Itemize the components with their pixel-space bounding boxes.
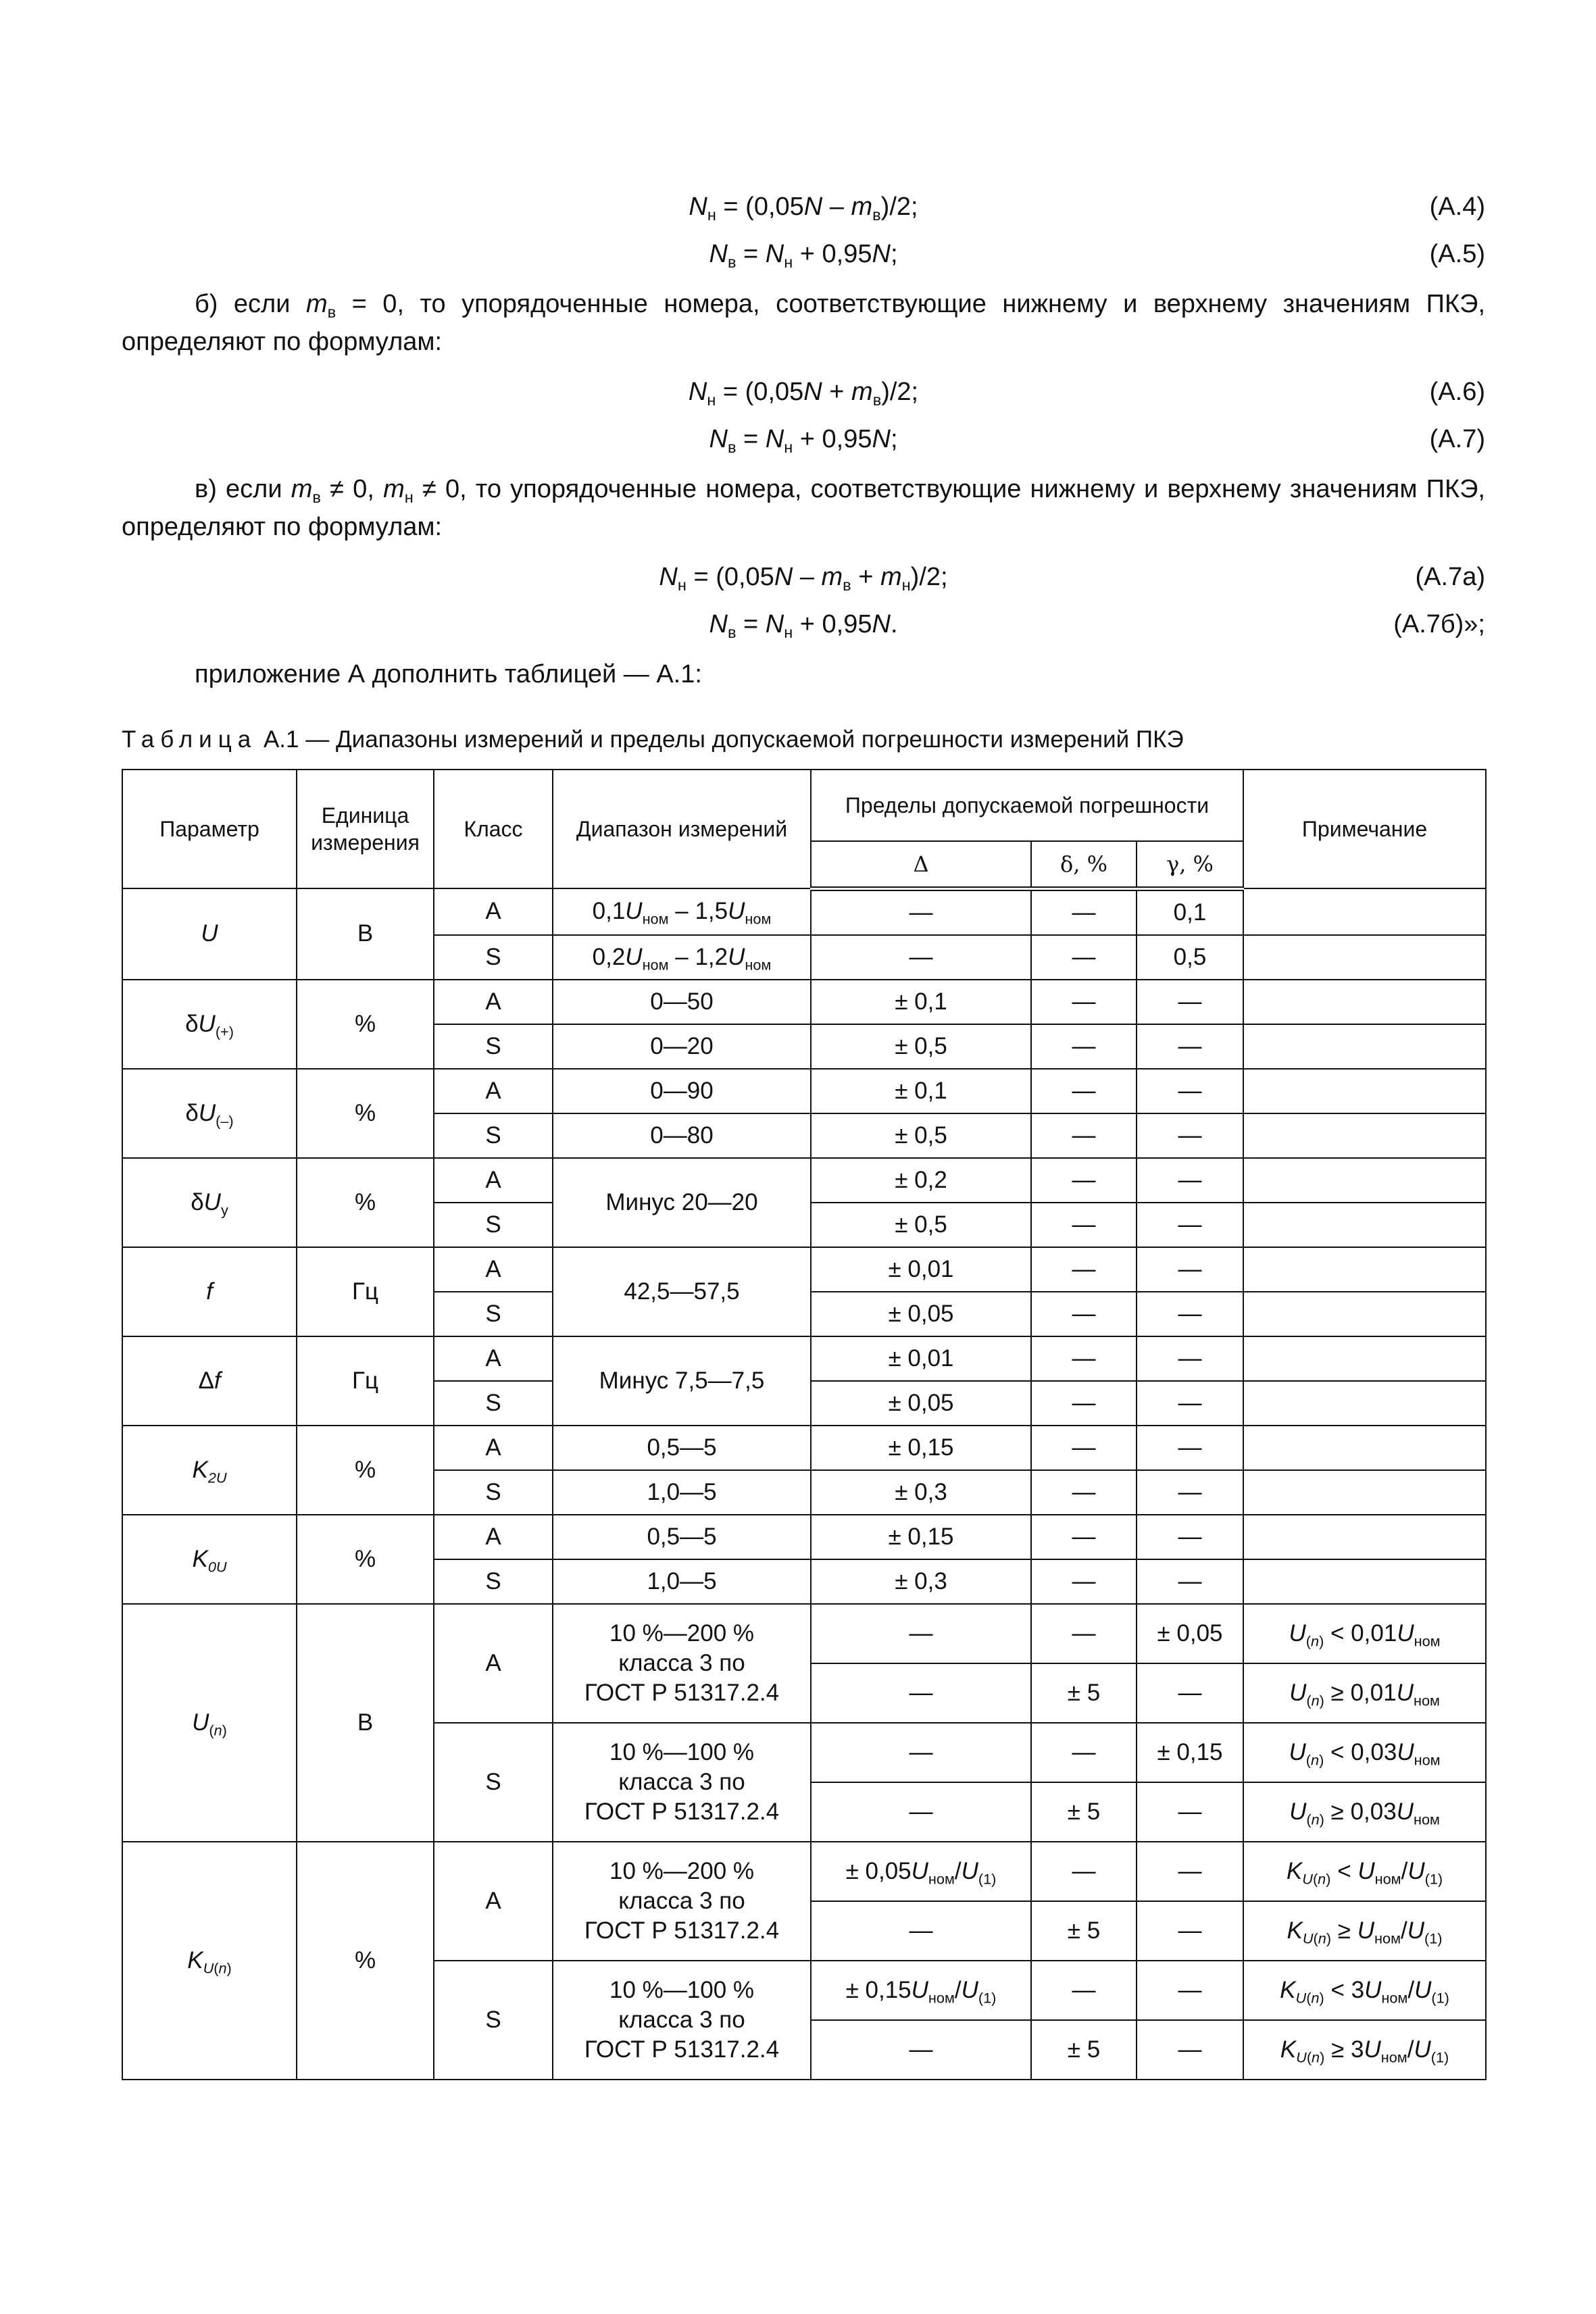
paragraph-b: б) если $m_в = 0$, то упорядоченные номера, соответствующие нижнему и верхнему значениям ПКЭ, определяют по формулам: bbox=[122, 290, 1485, 356]
rel-error-cell: — bbox=[1031, 1559, 1137, 1604]
formula-expression: $N_н = (0,05N - m_в)/2$; bbox=[689, 193, 918, 224]
abs-error-cell: ± 0,5 bbox=[811, 1113, 1031, 1158]
abs-error-cell: ± 0,3 bbox=[811, 1470, 1031, 1515]
table-row bbox=[122, 1247, 1486, 1292]
abs-error-cell: ± 0,05 bbox=[811, 1381, 1031, 1426]
formula-expression: $N_н = (0,05N - m_в + m_н)/2$; bbox=[659, 563, 948, 595]
reduced-error-cell: — bbox=[1137, 1842, 1243, 1901]
param-cell: $\delta U_{(+)}$ bbox=[122, 980, 297, 1069]
note-cell: $U_{(n)} < 0,01U_{ном}$ bbox=[1243, 1604, 1486, 1663]
unit-cell: % bbox=[297, 1069, 434, 1158]
reduced-error-cell: — bbox=[1137, 1203, 1243, 1247]
formula-number: (А.7) bbox=[1429, 425, 1485, 453]
abs-error-cell: — bbox=[811, 1604, 1031, 1663]
note-cell bbox=[1243, 1247, 1486, 1292]
class-cell: A bbox=[434, 1158, 553, 1203]
formula-expression: $N_н = (0,05N + m_в)/2$; bbox=[688, 378, 919, 409]
note-cell bbox=[1243, 1069, 1486, 1113]
header-limits: Пределы допускаемой погрешности bbox=[811, 770, 1243, 841]
reduced-error-cell: — bbox=[1137, 1158, 1243, 1203]
range-cell: 10 %—200 % класса 3 по ГОСТ Р 51317.2.4 bbox=[553, 1604, 811, 1723]
class-cell: S bbox=[434, 1470, 553, 1515]
header-unit: Единица измерения bbox=[297, 770, 434, 888]
note-cell: $K_{U(n)} \ge U_{ном}/U_{(1)}$ bbox=[1243, 1901, 1486, 1961]
note-cell bbox=[1243, 935, 1486, 980]
table-row bbox=[122, 1158, 1486, 1203]
rel-error-cell: — bbox=[1031, 1470, 1137, 1515]
note-cell: $U_{(n)} < 0,03U_{ном}$ bbox=[1243, 1723, 1486, 1782]
param-cell: $\delta U_{(-)}$ bbox=[122, 1069, 297, 1158]
header-class: Класс bbox=[434, 770, 553, 888]
abs-error-cell: — bbox=[811, 1782, 1031, 1842]
reduced-error-cell: — bbox=[1137, 1470, 1243, 1515]
table-row bbox=[122, 1515, 1486, 1559]
note-cell bbox=[1243, 1470, 1486, 1515]
class-cell: A bbox=[434, 888, 553, 935]
note-cell: $U_{(n)} \ge 0,01U_{ном}$ bbox=[1243, 1663, 1486, 1723]
formula-a5 bbox=[122, 235, 1485, 273]
abs-error-cell: — bbox=[811, 1901, 1031, 1961]
abs-error-cell: ± 0,2 bbox=[811, 1158, 1031, 1203]
range-cell: 42,5—57,5 bbox=[553, 1247, 811, 1336]
measurement-limits-table bbox=[122, 769, 1487, 2080]
reduced-error-cell: — bbox=[1137, 1336, 1243, 1381]
abs-error-cell: ± 0,5 bbox=[811, 1203, 1031, 1247]
range-cell: 0—50 bbox=[553, 980, 811, 1024]
range-cell: 0—20 bbox=[553, 1024, 811, 1069]
rel-error-cell: — bbox=[1031, 1336, 1137, 1381]
table-row bbox=[122, 888, 1486, 935]
rel-error-cell: — bbox=[1031, 1426, 1137, 1470]
reduced-error-cell: 0,5 bbox=[1137, 935, 1243, 980]
abs-error-cell: — bbox=[811, 1663, 1031, 1723]
formula-a7 bbox=[122, 420, 1485, 458]
formula-a6 bbox=[122, 373, 1485, 411]
abs-error-cell: ± $0,15U_{ном}/U_{(1)}$ bbox=[811, 1961, 1031, 2020]
note-cell bbox=[1243, 1426, 1486, 1470]
class-cell: S bbox=[434, 1113, 553, 1158]
formula-a4 bbox=[122, 188, 1485, 226]
reduced-error-cell: — bbox=[1137, 1069, 1243, 1113]
note-cell: $K_{U(n)} < 3U_{ном}/U_{(1)}$ bbox=[1243, 1961, 1486, 2020]
reduced-error-cell: ± 0,15 bbox=[1137, 1723, 1243, 1782]
reduced-error-cell: — bbox=[1137, 1901, 1243, 1961]
rel-error-cell: ± 5 bbox=[1031, 1782, 1137, 1842]
unit-cell: Гц bbox=[297, 1247, 434, 1336]
rel-error-cell: — bbox=[1031, 980, 1137, 1024]
unit-cell: В bbox=[297, 888, 434, 980]
rel-error-cell: — bbox=[1031, 1024, 1137, 1069]
note-cell bbox=[1243, 1158, 1486, 1203]
reduced-error-cell: ± 0,05 bbox=[1137, 1604, 1243, 1663]
rel-error-cell: — bbox=[1031, 1723, 1137, 1782]
table-row bbox=[122, 1604, 1486, 1663]
unit-cell: % bbox=[297, 1426, 434, 1515]
abs-error-cell: ± 0,01 bbox=[811, 1336, 1031, 1381]
formula-a7a bbox=[122, 558, 1485, 596]
class-cell: A bbox=[434, 1515, 553, 1559]
table-caption-word: Таблица bbox=[122, 726, 257, 753]
reduced-error-cell: — bbox=[1137, 1381, 1243, 1426]
note-cell bbox=[1243, 1203, 1486, 1247]
note-cell: $K_{U(n)} \ge 3U_{ном}/U_{(1)}$ bbox=[1243, 2020, 1486, 2080]
range-cell: $0,1U_{ном} - 1,5U_{ном}$ bbox=[553, 888, 811, 935]
reduced-error-cell: — bbox=[1137, 1961, 1243, 2020]
formula-expression: $N_в = N_н + 0,95N$; bbox=[709, 425, 898, 457]
abs-error-cell: — bbox=[811, 888, 1031, 935]
abs-error-cell: — bbox=[811, 2020, 1031, 2080]
note-cell bbox=[1243, 1336, 1486, 1381]
abs-error-cell: ± 0,5 bbox=[811, 1024, 1031, 1069]
table-caption bbox=[122, 723, 1485, 757]
range-cell: $0,2U_{ном} - 1,2U_{ном}$ bbox=[553, 935, 811, 980]
abs-error-cell: ± $0,05U_{ном}/U_{(1)}$ bbox=[811, 1842, 1031, 1901]
table-caption-text: А.1 — Диапазоны измерений и пределы допускаемой погрешности измерений ПКЭ bbox=[257, 726, 1184, 753]
unit-cell: % bbox=[297, 1842, 434, 2080]
note-cell bbox=[1243, 1559, 1486, 1604]
abs-error-cell: ± 0,15 bbox=[811, 1515, 1031, 1559]
reduced-error-cell: — bbox=[1137, 1113, 1243, 1158]
formula-a7b bbox=[122, 605, 1485, 643]
param-cell: Δf bbox=[122, 1336, 297, 1426]
param-cell: U bbox=[122, 888, 297, 980]
note-cell bbox=[1243, 1292, 1486, 1336]
class-cell: S bbox=[434, 1381, 553, 1426]
class-cell: A bbox=[434, 1336, 553, 1381]
class-cell: A bbox=[434, 1069, 553, 1113]
formula-number: (А.4) bbox=[1429, 193, 1485, 221]
rel-error-cell: — bbox=[1031, 935, 1137, 980]
table-row bbox=[122, 1069, 1486, 1113]
note-cell bbox=[1243, 1024, 1486, 1069]
class-cell: S bbox=[434, 1723, 553, 1842]
class-cell: A bbox=[434, 980, 553, 1024]
abs-error-cell: — bbox=[811, 1723, 1031, 1782]
header-note: Примечание bbox=[1243, 770, 1486, 888]
param-cell: $K_{U(n)}$ bbox=[122, 1842, 297, 2080]
paragraph-append: приложение А дополнить таблицей — А.1: bbox=[195, 660, 702, 688]
param-cell: $\delta U_у$ bbox=[122, 1158, 297, 1247]
class-cell: S bbox=[434, 1292, 553, 1336]
header-delta-rel: δ, % bbox=[1031, 841, 1137, 888]
class-cell: S bbox=[434, 935, 553, 980]
note-cell bbox=[1243, 1113, 1486, 1158]
class-cell: A bbox=[434, 1426, 553, 1470]
range-cell: 0,5—5 bbox=[553, 1515, 811, 1559]
range-cell: Минус 7,5—7,5 bbox=[553, 1336, 811, 1426]
reduced-error-cell: — bbox=[1137, 1292, 1243, 1336]
table-body bbox=[122, 888, 1486, 2080]
range-cell: 10 %—100 % класса 3 по ГОСТ Р 51317.2.4 bbox=[553, 1723, 811, 1842]
header-delta-abs: Δ bbox=[811, 841, 1031, 888]
reduced-error-cell: — bbox=[1137, 1515, 1243, 1559]
param-cell: $U_{(n)}$ bbox=[122, 1604, 297, 1842]
formula-expression: $N_в = N_н + 0,95N$; bbox=[709, 240, 898, 272]
table-row bbox=[122, 980, 1486, 1024]
rel-error-cell: — bbox=[1031, 1515, 1137, 1559]
range-cell: 0—90 bbox=[553, 1069, 811, 1113]
range-cell: 0—80 bbox=[553, 1113, 811, 1158]
rel-error-cell: — bbox=[1031, 1381, 1137, 1426]
class-cell: S bbox=[434, 1024, 553, 1069]
formula-number: (А.5) bbox=[1429, 240, 1485, 268]
abs-error-cell: ± 0,1 bbox=[811, 1069, 1031, 1113]
reduced-error-cell: — bbox=[1137, 1782, 1243, 1842]
rel-error-cell: — bbox=[1031, 1113, 1137, 1158]
class-cell: A bbox=[434, 1842, 553, 1961]
reduced-error-cell: — bbox=[1137, 1559, 1243, 1604]
range-cell: 1,0—5 bbox=[553, 1559, 811, 1604]
formula-number: (А.7а) bbox=[1415, 563, 1485, 591]
reduced-error-cell: — bbox=[1137, 980, 1243, 1024]
rel-error-cell: — bbox=[1031, 1961, 1137, 2020]
reduced-error-cell: 0,1 bbox=[1137, 888, 1243, 935]
note-cell bbox=[1243, 980, 1486, 1024]
table-row bbox=[122, 1426, 1486, 1470]
formula-expression: $N_в = N_н + 0,95N$. bbox=[709, 610, 898, 642]
abs-error-cell: ± 0,05 bbox=[811, 1292, 1031, 1336]
abs-error-cell: ± 0,15 bbox=[811, 1426, 1031, 1470]
abs-error-cell: ± 0,3 bbox=[811, 1559, 1031, 1604]
reduced-error-cell: — bbox=[1137, 2020, 1243, 2080]
rel-error-cell: ± 5 bbox=[1031, 2020, 1137, 2080]
range-cell: 0,5—5 bbox=[553, 1426, 811, 1470]
unit-cell: % bbox=[297, 1158, 434, 1247]
param-cell: $K_{2U}$ bbox=[122, 1426, 297, 1515]
class-cell: S bbox=[434, 1559, 553, 1604]
class-cell: S bbox=[434, 1961, 553, 2080]
note-cell bbox=[1243, 1381, 1486, 1426]
rel-error-cell: — bbox=[1031, 1158, 1137, 1203]
param-cell: $K_{0U}$ bbox=[122, 1515, 297, 1604]
rel-error-cell: — bbox=[1031, 1292, 1137, 1336]
rel-error-cell: — bbox=[1031, 1203, 1137, 1247]
range-cell: 10 %—100 % класса 3 по ГОСТ Р 51317.2.4 bbox=[553, 1961, 811, 2080]
range-cell: 10 %—200 % класса 3 по ГОСТ Р 51317.2.4 bbox=[553, 1842, 811, 1961]
table-row bbox=[122, 1336, 1486, 1381]
class-cell: A bbox=[434, 1604, 553, 1723]
formula-number: (А.6) bbox=[1429, 378, 1485, 406]
reduced-error-cell: — bbox=[1137, 1426, 1243, 1470]
header-param: Параметр bbox=[122, 770, 297, 888]
note-cell: $K_{U(n)} < U_{ном}/U_{(1)}$ bbox=[1243, 1842, 1486, 1901]
range-cell: 1,0—5 bbox=[553, 1470, 811, 1515]
unit-cell: % bbox=[297, 980, 434, 1069]
rel-error-cell: — bbox=[1031, 1604, 1137, 1663]
note-cell bbox=[1243, 1515, 1486, 1559]
unit-cell: Гц bbox=[297, 1336, 434, 1426]
rel-error-cell: — bbox=[1031, 1842, 1137, 1901]
unit-cell: В bbox=[297, 1604, 434, 1842]
reduced-error-cell: — bbox=[1137, 1247, 1243, 1292]
param-cell: f bbox=[122, 1247, 297, 1336]
reduced-error-cell: — bbox=[1137, 1663, 1243, 1723]
paragraph-v: в) если $m_в \ne 0$, $m_н \ne 0$, то упорядоченные номера, соответствующие нижнему и верхнему значениям ПКЭ, определяют по формулам: bbox=[122, 475, 1485, 541]
table-row bbox=[122, 1842, 1486, 1901]
reduced-error-cell: — bbox=[1137, 1024, 1243, 1069]
rel-error-cell: — bbox=[1031, 1069, 1137, 1113]
class-cell: A bbox=[434, 1247, 553, 1292]
rel-error-cell: — bbox=[1031, 888, 1137, 935]
range-cell: Минус 20—20 bbox=[553, 1158, 811, 1247]
note-cell: $U_{(n)} \ge 0,03U_{ном}$ bbox=[1243, 1782, 1486, 1842]
header-range: Диапазон измерений bbox=[553, 770, 811, 888]
rel-error-cell: ± 5 bbox=[1031, 1663, 1137, 1723]
unit-cell: % bbox=[297, 1515, 434, 1604]
rel-error-cell: ± 5 bbox=[1031, 1901, 1137, 1961]
rel-error-cell: — bbox=[1031, 1247, 1137, 1292]
abs-error-cell: — bbox=[811, 935, 1031, 980]
class-cell: S bbox=[434, 1203, 553, 1247]
formula-number: (А.7б)»; bbox=[1393, 610, 1485, 638]
abs-error-cell: ± 0,1 bbox=[811, 980, 1031, 1024]
abs-error-cell: ± 0,01 bbox=[811, 1247, 1031, 1292]
header-gamma: γ, % bbox=[1137, 841, 1243, 888]
note-cell bbox=[1243, 888, 1486, 935]
